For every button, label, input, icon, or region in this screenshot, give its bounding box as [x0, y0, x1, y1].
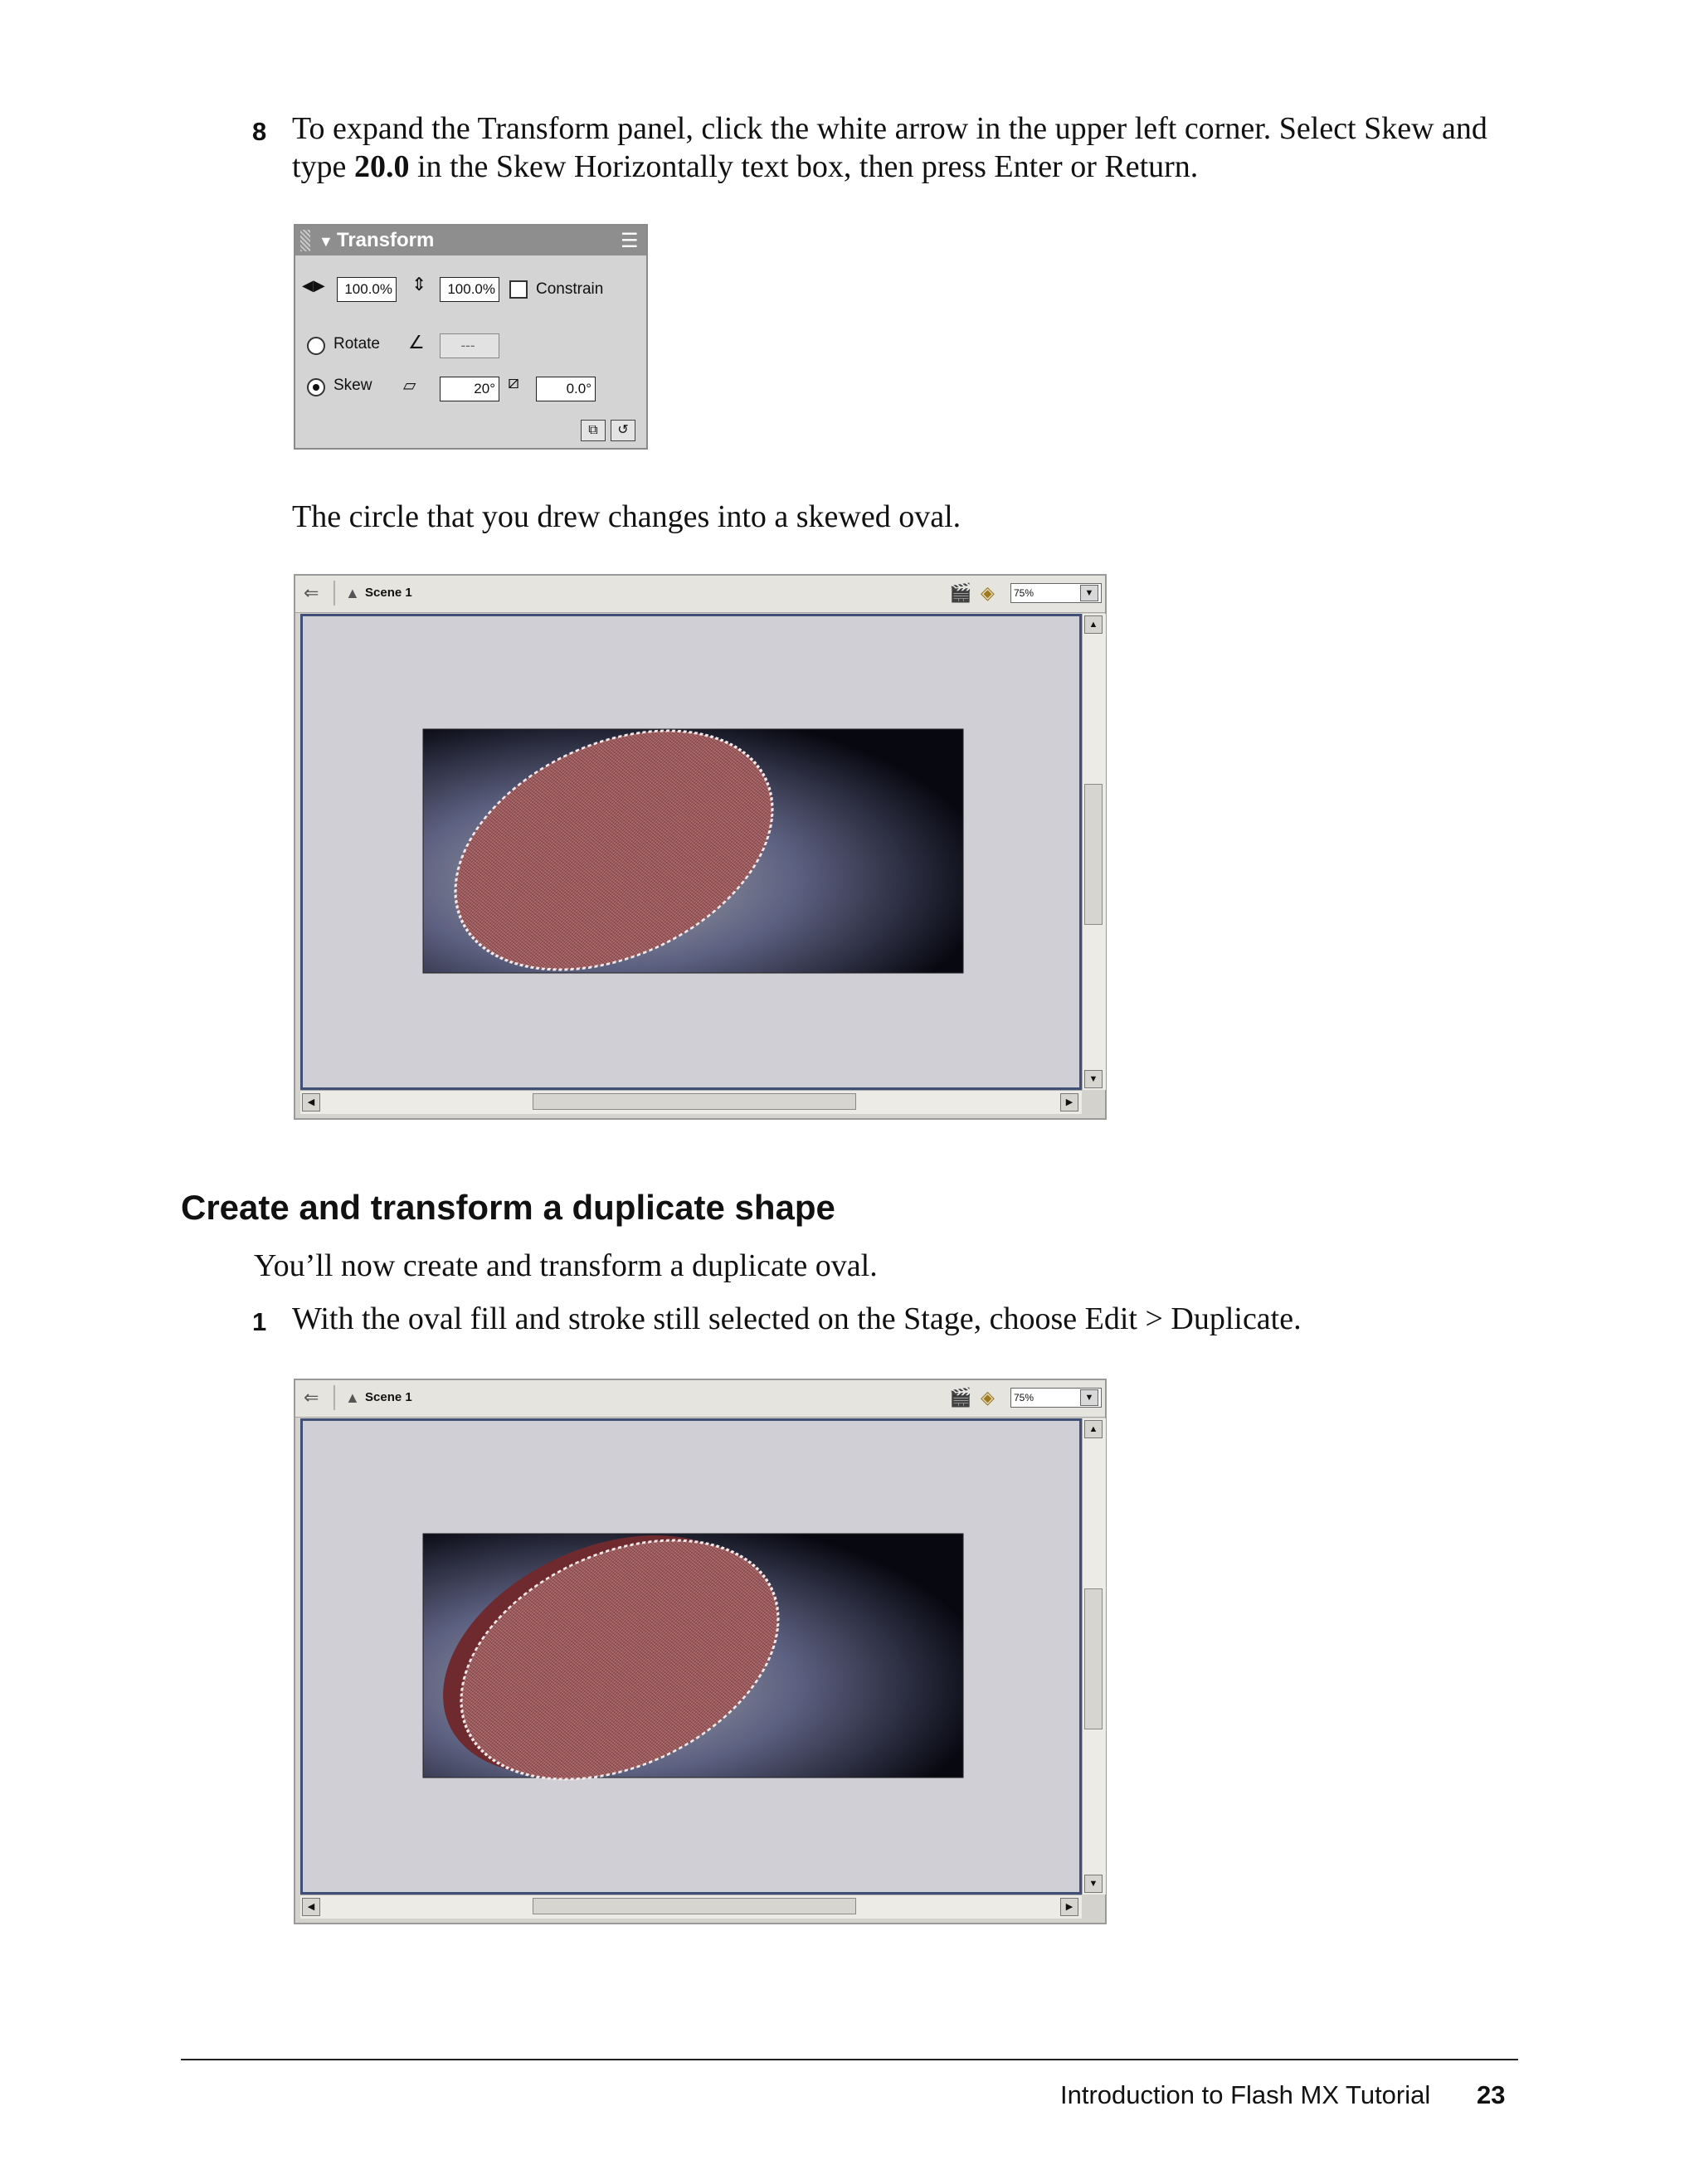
scene-icon: ▲ [345, 1389, 360, 1406]
transform-panel [294, 224, 648, 450]
height-arrows-icon: ⇕ [411, 274, 427, 294]
page-number: 23 [1477, 2080, 1506, 2109]
skew-horizontal-field[interactable]: 20° [440, 377, 499, 401]
scroll-left-icon[interactable]: ◀ [302, 1898, 320, 1916]
panel-title-bar[interactable] [295, 226, 646, 255]
scroll-down-icon[interactable]: ▼ [1084, 1070, 1103, 1088]
zoom-select[interactable]: 75% [1010, 1388, 1102, 1408]
section-intro: You’ll now create and transform a duplicate oval. [254, 1248, 878, 1283]
reset-icon[interactable]: ↺ [611, 420, 635, 441]
scroll-down-icon[interactable]: ▼ [1084, 1875, 1103, 1893]
step-text: With the oval fill and stroke still selected on the Stage, choose Edit > Duplicate. [292, 1301, 1302, 1336]
back-arrow-icon[interactable]: ⇐ [304, 1387, 319, 1408]
step-number: 1 [252, 1307, 267, 1336]
rotate-radio[interactable] [307, 337, 325, 355]
scene-icon: ▲ [345, 585, 360, 601]
scene-label[interactable]: Scene 1 [365, 586, 412, 600]
expand-arrow-icon[interactable]: ▼ [319, 233, 333, 250]
constrain-label: Constrain [536, 280, 604, 298]
skew-vertical-field[interactable]: 0.0° [536, 377, 596, 401]
toolbar-divider [333, 1385, 335, 1410]
stage-canvas[interactable] [300, 1418, 1082, 1895]
stage-canvas[interactable] [300, 614, 1082, 1090]
scroll-right-icon[interactable]: ▶ [1060, 1898, 1078, 1916]
constrain-checkbox[interactable] [509, 280, 528, 299]
edit-scene-icon[interactable]: 🎬 [949, 582, 972, 603]
edit-symbols-icon[interactable]: ◈ [981, 582, 995, 603]
skew-horizontal-icon: ▱ [403, 377, 416, 395]
skew-label: Skew [333, 377, 372, 394]
scene-label[interactable]: Scene 1 [365, 1390, 412, 1404]
grip-icon[interactable] [300, 230, 310, 251]
horizontal-scrollbar[interactable] [300, 1090, 1082, 1114]
rotate-label: Rotate [333, 335, 380, 353]
panel-title: Transform [337, 229, 435, 251]
vertical-scroll-thumb[interactable] [1084, 1588, 1103, 1729]
edit-symbols-icon[interactable]: ◈ [981, 1387, 995, 1408]
step-number: 8 [252, 117, 267, 146]
footer-title: Introduction to Flash MX Tutorial [1060, 2080, 1431, 2109]
vertical-scroll-thumb[interactable] [1084, 784, 1103, 925]
step-value-bold: 20.0 [353, 149, 410, 184]
edit-bar [295, 576, 1105, 613]
vertical-scrollbar[interactable] [1082, 614, 1106, 1090]
scroll-up-icon[interactable]: ▲ [1084, 1420, 1103, 1438]
vertical-scrollbar[interactable] [1082, 1418, 1106, 1895]
skew-radio[interactable] [307, 378, 325, 396]
horizontal-scroll-thumb[interactable] [533, 1093, 856, 1110]
caption: The circle that you drew changes into a skewed oval. [292, 499, 961, 534]
stage-window [294, 574, 1107, 1120]
zoom-dropdown-icon[interactable]: ▼ [1080, 585, 1098, 601]
scroll-right-icon[interactable]: ▶ [1060, 1093, 1078, 1111]
skew-vertical-icon: ⧄ [508, 372, 519, 392]
step-text-line-1: To expand the Transform panel, click the white arrow in the upper left corner. Select Skew and [292, 111, 1487, 146]
step-text-line-2 [292, 148, 1198, 186]
panel-menu-icon[interactable]: ☰ [621, 230, 639, 252]
scroll-left-icon[interactable]: ◀ [302, 1093, 320, 1111]
width-arrows-icon: ◀▶ [302, 277, 325, 294]
back-arrow-icon[interactable]: ⇐ [304, 582, 319, 603]
stage-artwork [303, 1421, 1079, 1892]
height-scale-field[interactable]: 100.0% [440, 277, 499, 302]
scroll-up-icon[interactable]: ▲ [1084, 615, 1103, 634]
footer-rule [181, 2059, 1518, 2060]
edit-scene-icon[interactable]: 🎬 [949, 1387, 972, 1408]
rotate-angle-icon: ∠ [408, 332, 425, 353]
step-text-suffix: in the Skew Horizontally text box, then press Enter or Return. [409, 149, 1199, 184]
edit-bar [295, 1380, 1105, 1418]
zoom-select[interactable]: 75% [1010, 583, 1102, 603]
rotate-field[interactable]: --- [440, 333, 499, 358]
zoom-dropdown-icon[interactable]: ▼ [1080, 1389, 1098, 1406]
horizontal-scroll-thumb[interactable] [533, 1898, 856, 1914]
horizontal-scrollbar[interactable] [300, 1895, 1082, 1919]
section-heading: Create and transform a duplicate shape [181, 1188, 835, 1227]
width-scale-field[interactable]: 100.0% [337, 277, 397, 302]
step-text-prefix: type [292, 149, 354, 184]
stage-window [294, 1379, 1107, 1924]
stage-artwork [303, 616, 1079, 1087]
toolbar-divider [333, 581, 335, 606]
copy-and-apply-icon[interactable]: ⧉ [581, 420, 606, 441]
